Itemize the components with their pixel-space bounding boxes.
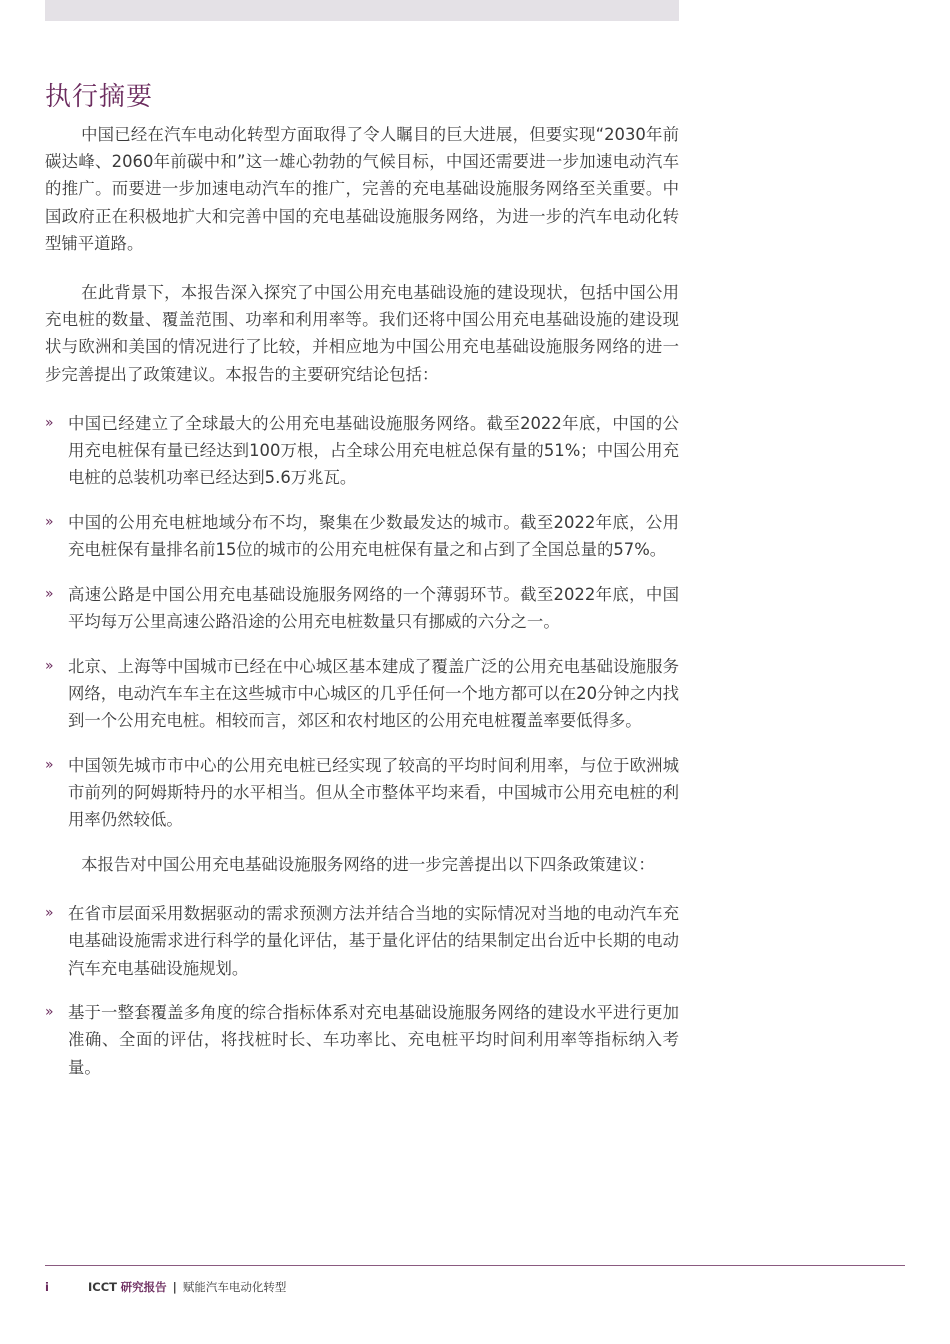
bullet-marker-icon: » [45, 657, 54, 674]
recommendations-intro: 本报告对中国公用充电基础设施服务网络的进一步完善提出以下四条政策建议： [81, 854, 655, 874]
bullet-marker-icon: » [45, 1004, 54, 1021]
bullet-marker-icon: » [45, 414, 54, 431]
finding-text: 中国领先城市市中心的公用充电桩已经实现了较高的平均时间利用率，与位于欧洲城市前列的阿姆斯特丹的水平相当。但从全市整体平均来看，中国城市公用充电桩的利用率仍然较低。 [68, 755, 679, 830]
intro-paragraph-1: 中国已经在汽车电动化转型方面取得了令人瞩目的巨大进展，但要实现“2030年前碳达峰、2060年前碳中和”这一雄心勃勃的气候目标，中国还需要进一步加速电动汽车的推广。而要进一步加速电动汽车的推广，完善的充电基础设施服务网络至关重要。中国政府正在积极地扩大和完善中国的充电基础设施服务网络，为进一步的汽车电动化转型铺平道路。 [45, 125, 679, 253]
footer-separator: | [172, 1280, 177, 1294]
bullet-marker-icon: » [45, 513, 54, 530]
footer-report-title: 赋能汽车电动化转型 [182, 1280, 287, 1294]
finding-item [45, 509, 679, 563]
section-title: 执行摘要 [45, 82, 154, 112]
intro-paragraph-2: 在此背景下，本报告深入探究了中国公用充电基础设施的建设现状，包括中国公用充电桩的数量、覆盖范围、功率和利用率等。我们还将中国公用充电基础设施的建设现状与欧洲和美国的情况进行了比较，并相应地为中国公用充电基础设施服务网络的进一步完善提出了政策建议。本报告的主要研究结论包括： [45, 283, 679, 384]
bullet-marker-icon: » [45, 585, 54, 602]
finding-text: 中国的公用充电桩地域分布不均，聚集在少数最发达的城市。截至2022年底，公用充电桩保有量排名前15位的城市的公用充电桩保有量之和占到了全国总量的57%。 [68, 512, 679, 560]
main-content [45, 121, 679, 1098]
footer-org: ICCT [88, 1280, 118, 1294]
recommendation-text: 基于一整套覆盖多角度的综合指标体系对充电基础设施服务网络的建设水平进行更加准确、全面的评估，将找桩时长、车功率比、充电桩平均时间利用率等指标纳入考量。 [68, 1003, 679, 1077]
page-number: i [45, 1280, 49, 1294]
header-band [45, 0, 679, 21]
recommendations-list [45, 900, 679, 1081]
finding-item [45, 581, 679, 635]
recommendation-item [45, 900, 679, 982]
page-footer [45, 1279, 286, 1295]
footer-divider [45, 1265, 905, 1266]
findings-list [45, 410, 679, 834]
finding-item [45, 653, 679, 735]
finding-text: 中国已经建立了全球最大的公用充电基础设施服务网络。截至2022年底，中国的公用充电桩保有量已经达到100万根，占全球公用充电桩总保有量的51%；中国公用充电桩的总装机功率已经达到5.6万兆瓦。 [68, 413, 679, 488]
recommendation-text: 在省市层面采用数据驱动的需求预测方法并结合当地的实际情况对当地的电动汽车充电基础设施需求进行科学的量化评估，基于量化评估的结果制定出台近中长期的电动汽车充电基础设施规划。 [68, 904, 679, 978]
recommendation-item [45, 999, 679, 1081]
bullet-marker-icon: » [45, 756, 54, 773]
finding-item [45, 752, 679, 834]
finding-item [45, 410, 679, 492]
finding-text: 北京、上海等中国城市已经在中心城区基本建成了覆盖广泛的公用充电基础设施服务网络，电动汽车车主在这些城市中心城区的几乎任何一个地方都可以在20分钟之内找到一个公用充电桩。相较而言，郊区和农村地区的公用充电桩覆盖率要低得多。 [68, 656, 679, 731]
footer-series: 研究报告 [120, 1280, 167, 1294]
bullet-marker-icon: » [45, 905, 54, 922]
finding-text: 高速公路是中国公用充电基础设施服务网络的一个薄弱环节。截至2022年底，中国平均每万公里高速公路沿途的公用充电桩数量只有挪威的六分之一。 [68, 584, 679, 632]
